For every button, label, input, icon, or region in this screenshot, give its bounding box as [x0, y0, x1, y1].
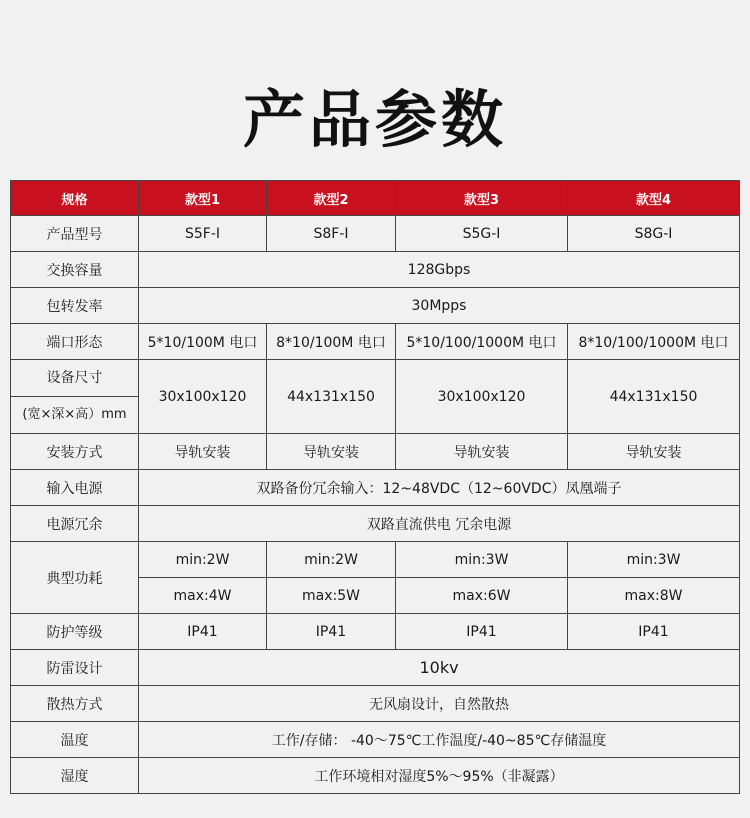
- cell-value: 44x131x150: [568, 360, 740, 434]
- cell-value: 10kv: [139, 650, 740, 686]
- cell-value: 无风扇设计，自然散热: [139, 686, 740, 722]
- cell-value: 8*10/100M 电口: [267, 324, 396, 360]
- cell-value: min:2W: [267, 542, 396, 578]
- table-row-install: [11, 434, 740, 470]
- row-label: [11, 397, 139, 434]
- row-label: 防雷设计: [11, 650, 139, 686]
- row-label: 包转发率: [11, 288, 139, 324]
- header-cell-model-1: 款型1: [139, 181, 267, 216]
- page-title: 产品参数: [242, 83, 507, 156]
- row-label: 安装方式: [11, 434, 139, 470]
- header-cell-model-3: 款型3: [396, 181, 568, 216]
- cell-value: min:3W: [396, 542, 568, 578]
- size-label-line2: (宽×深×高）mm: [22, 407, 127, 422]
- table-header-row: [11, 181, 740, 216]
- cell-value: IP41: [267, 614, 396, 650]
- cell-value: max:6W: [396, 578, 568, 614]
- header-cell-model-2: 款型2: [267, 181, 396, 216]
- cell-value: S5F-I: [139, 216, 267, 252]
- row-label: 端口形态: [11, 324, 139, 360]
- table-row-temperature: [11, 722, 740, 758]
- table-row-model: [11, 216, 740, 252]
- cell-value: 导轨安装: [396, 434, 568, 470]
- row-label: 输入电源: [11, 470, 139, 506]
- cell-value: 5*10/100/1000M 电口: [396, 324, 568, 360]
- cell-value: 30Mpps: [139, 288, 740, 324]
- cell-value: 工作/存储： -40～75℃工作温度/-40~85℃存储温度: [139, 722, 740, 758]
- cell-value: max:5W: [267, 578, 396, 614]
- cell-value: 30x100x120: [396, 360, 568, 434]
- cell-value: max:8W: [568, 578, 740, 614]
- cell-value: S5G-I: [396, 216, 568, 252]
- cell-value: S8F-I: [267, 216, 396, 252]
- row-label: 交换容量: [11, 252, 139, 288]
- cell-value: min:2W: [139, 542, 267, 578]
- table-row-size-1: [11, 360, 740, 397]
- spec-table: [10, 180, 740, 794]
- size-label-line1: 设备尺寸: [46, 370, 103, 386]
- row-label: [11, 360, 139, 397]
- table-row-cooling: [11, 686, 740, 722]
- cell-value: S8G-I: [568, 216, 740, 252]
- cell-value: 双路直流供电 冗余电源: [139, 506, 740, 542]
- row-label: 产品型号: [11, 216, 139, 252]
- cell-value: 128Gbps: [139, 252, 740, 288]
- table-row-ports: [11, 324, 740, 360]
- cell-value: IP41: [139, 614, 267, 650]
- table-row-power-min: [11, 542, 740, 578]
- cell-value: 工作环境相对湿度5%～95%（非凝露）: [139, 758, 740, 794]
- table-row-forwarding: [11, 288, 740, 324]
- cell-value: IP41: [396, 614, 568, 650]
- cell-value: max:4W: [139, 578, 267, 614]
- table-row-capacity: [11, 252, 740, 288]
- row-label: 湿度: [11, 758, 139, 794]
- cell-value: 双路备份冗余输入：12~48VDC（12~60VDC）凤凰端子: [139, 470, 740, 506]
- header-cell-model-4: 款型4: [568, 181, 740, 216]
- row-label: 散热方式: [11, 686, 139, 722]
- cell-value: 导轨安装: [267, 434, 396, 470]
- cell-value: 44x131x150: [267, 360, 396, 434]
- cell-value: 5*10/100M 电口: [139, 324, 267, 360]
- header-cell-spec: 规格: [11, 181, 139, 216]
- row-label: 温度: [11, 722, 139, 758]
- table-row-humidity: [11, 758, 740, 794]
- table-row-protection: [11, 614, 740, 650]
- cell-value: 导轨安装: [568, 434, 740, 470]
- cell-value: IP41: [568, 614, 740, 650]
- table-row-power-redundancy: [11, 506, 740, 542]
- table-row-power-input: [11, 470, 740, 506]
- row-label: 防护等级: [11, 614, 139, 650]
- row-label: 典型功耗: [11, 542, 139, 614]
- cell-value: 8*10/100/1000M 电口: [568, 324, 740, 360]
- table-row-lightning: [11, 650, 740, 686]
- cell-value: 导轨安装: [139, 434, 267, 470]
- cell-value: 30x100x120: [139, 360, 267, 434]
- row-label: 电源冗余: [11, 506, 139, 542]
- cell-value: min:3W: [568, 542, 740, 578]
